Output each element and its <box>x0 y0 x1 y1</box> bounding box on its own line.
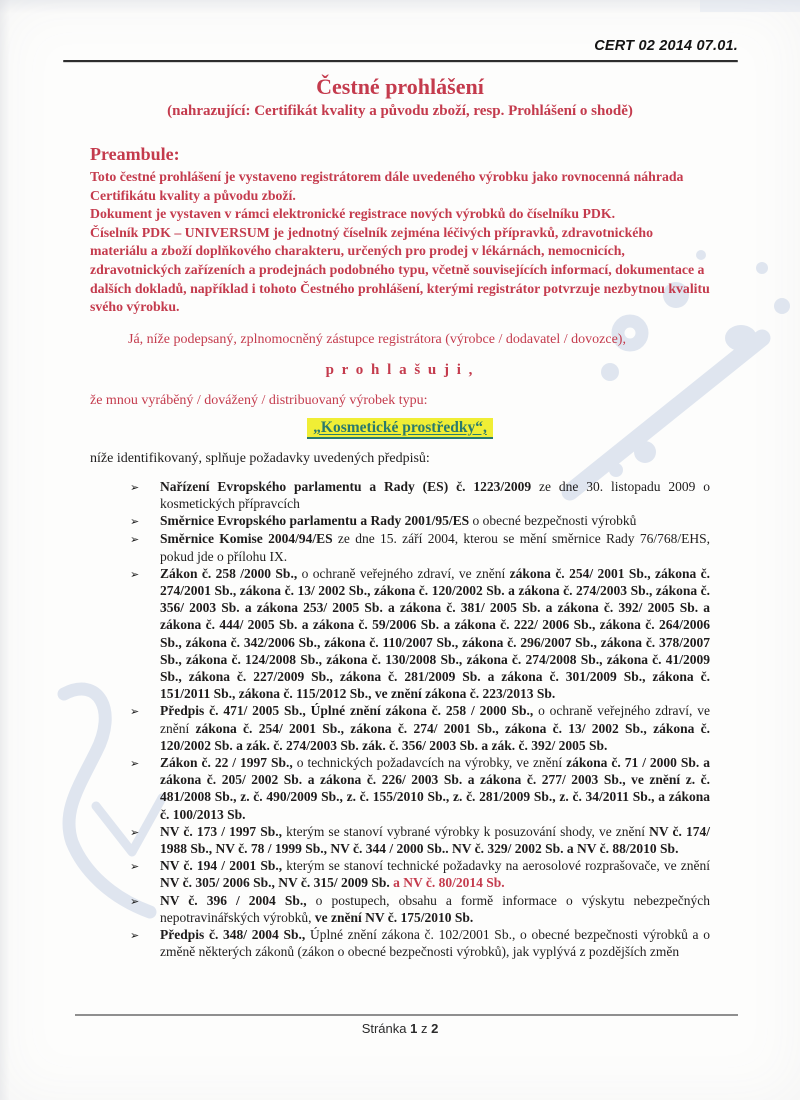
arrow-bullet-icon: ➢ <box>130 480 140 494</box>
arrow-bullet-icon: ➢ <box>130 929 140 943</box>
document-code: CERT 02 2014 07.01. <box>594 38 738 54</box>
footer-page-number: 1 <box>410 1021 418 1036</box>
regulation-item <box>130 530 710 564</box>
preambule-heading: Preambule: <box>90 144 180 164</box>
regulation-text: NV č. 194 / 2001 Sb., kterým se stanoví technické požadavky na aerosolové rozprašovače, ve znění NV č. 305/ 2006 Sb., NV č. 315/ 2009 Sb. a NV č. 80/2014 Sb. <box>160 858 710 891</box>
regulation-item <box>130 823 710 857</box>
regulation-text: Směrnice Evropského parlamentu a Rady 2001/95/ES o obecné bezpečnosti výrobků <box>160 513 637 529</box>
preambule-paragraph: Číselník PDK – UNIVERSUM je jednotný číselník zejména léčivých přípravků, zdravotnického materiálu a zboží doplňkového charakteru, určených pro prodej v lékárnách, nemocnicích, zdravotnických zařízeních a prodejnách podobného typu, včetně souvisejících informací, dokumentace a dalších dokladů, například i tohoto Čestného prohlášení, kterými registrátor potvrzuje nezbytnou kvalitu svého výrobku. <box>90 224 710 315</box>
preambule-paragraphs <box>90 168 710 317</box>
regulation-text: Zákon č. 22 / 1997 Sb., o technických požadavcích na výrobky, ve znění zákona č. 71 / 2000 Sb. a zákona č. 205/ 2002 Sb. a zákona č. 226/ 2003 Sb. a zákona č. 277/ 2003 Sb., ve znění z. č. 481/2008 Sb., z. č. 490/2009 Sb., z. č. 155/2010 Sb., z. č. 281/2009 Sb., z. č. 34/2011 Sb., a zákona č. 100/2013 Sb. <box>160 755 710 822</box>
product-type-highlight: „Kosmetické prostředky“, <box>307 418 493 439</box>
regulation-list <box>90 478 710 961</box>
declaration-intro: Já, níže podepsaný, zplnomocněný zástupce registrátora (výrobce / dodavatel / dovozce), <box>128 331 626 347</box>
arrow-bullet-icon: ➢ <box>130 533 140 547</box>
regulation-text: Směrnice Komise 2004/94/ES ze dne 15. září 2004, kterou se mění směrnice Rady 76/768/EHS, pokud jde o přílohu IX. <box>160 531 710 564</box>
page-subtitle: (nahrazující: Certifikát kvality a původu zboží, resp. Prohlášení o shodě) <box>167 103 633 119</box>
arrow-bullet-icon: ➢ <box>130 894 140 908</box>
arrow-bullet-icon: ➢ <box>130 567 140 581</box>
footer-total-pages: 2 <box>431 1021 439 1036</box>
regulation-item <box>130 857 710 891</box>
product-type-intro: že mnou vyráběný / dovážený / distribuovaný výrobek typu: <box>90 392 428 408</box>
arrow-bullet-icon: ➢ <box>130 515 140 529</box>
page-footer <box>0 1021 800 1036</box>
regulation-item <box>130 926 710 960</box>
preambule-paragraph: Toto čestné prohlášení je vystaveno registrátorem dále uvedeného výrobku jako rovnocenná náhrada Certifikátu kvality a původu zboží. <box>90 169 684 203</box>
regulation-text: Zákon č. 258 /2000 Sb., o ochraně veřejného zdraví, ve znění zákona č. 254/ 2001 Sb., zákona č. 274/2001 Sb., zákona č. 13/ 2002 Sb., zákona č. 120/2002 Sb. a zákona č. 274/2003 Sb., zákona č. 356/ 2003 Sb. a zákona 253/ 2005 Sb. a zákona č. 381/ 2005 Sb. a zákona č. 392/ 2005 Sb. a zákona č. 444/ 2005 Sb. a zákona č. 59/2006 Sb. a zákona č. 222/ 2006 Sb., zákona č. 264/2006 Sb., zákona č. 342/2006 Sb., zákona č. 110/2007 Sb., zákona č. 296/2007 Sb., zákona č. 378/2007 Sb., zákona č. 124/2008 Sb., zákona č. 130/2008 Sb., zákona č. 274/2008 Sb., zákona č. 41/2009 Sb., zákona č. 227/2009 Sb., zákona č. 281/2009 Sb. a zákona č. 301/2009 Sb., zákona č. 151/2011 Sb., zákona č. 115/2012 Sb., ve znění zákona č. 223/2013 Sb. <box>160 565 710 702</box>
arrow-bullet-icon: ➢ <box>130 705 140 719</box>
footer-of-label: z <box>417 1021 432 1036</box>
preambule-paragraph: Dokument je vystaven v rámci elektronické registrace nových výrobků do číselníku PDK. <box>90 206 616 222</box>
compliance-statement: níže identifikovaný, splňuje požadavky uvedených předpisů: <box>90 450 430 466</box>
regulation-text: Nařízení Evropského parlamentu a Rady (ES) č. 1223/2009 ze dne 30. listopadu 2009 o kosmetických přípravcích <box>160 478 710 511</box>
regulation-text: NV č. 173 / 1997 Sb., kterým se stanoví vybrané výrobky k posuzování shody, ve znění NV č. 174/ 1988 Sb., NV č. 78 / 1999 Sb., NV č. 344 / 2000 Sb.. NV č. 329/ 2002 Sb. a NV č. 88/2010 Sb. <box>160 823 711 857</box>
regulation-item <box>130 892 710 926</box>
arrow-bullet-icon: ➢ <box>130 757 140 770</box>
header-divider <box>63 60 738 62</box>
document-header <box>0 0 800 62</box>
page-title: Čestné prohlášení <box>316 74 484 99</box>
regulation-item <box>130 565 710 703</box>
regulation-text: Předpis č. 348/ 2004 Sb., Úplné znění zákona č. 102/2001 Sb., o obecné bezpečnosti výrobků a o změně některých zákonů (zákon o obecné bezpečnosti výrobků), jak vyplývá z pozdějších změn <box>160 927 711 960</box>
footer-page-label: Stránka <box>361 1021 411 1036</box>
arrow-bullet-icon: ➢ <box>130 860 140 874</box>
regulation-item <box>130 754 710 823</box>
regulation-text: NV č. 396 / 2004 Sb., o postupech, obsahu a formě informace o výskytu nebezpečných nepotravinářských výrobků, ve znění NV č. 175/2010 Sb. <box>160 892 711 925</box>
declaration-verb: p r o h l a š u j i , <box>325 361 475 378</box>
arrow-bullet-icon: ➢ <box>130 825 140 839</box>
regulation-text: Předpis č. 471/ 2005 Sb., Úplné znění zákona č. 258 / 2000 Sb., o ochraně veřejného zdraví, ve znění zákona č. 254/ 2001 Sb., zákona č. 274/ 2001 Sb., zákona č. 13/ 2002 Sb., zákona č. 120/2002 Sb. a zák. č. 274/2003 Sb. zák. č. 356/ 2003 Sb. a zák. č. 392/ 2005 Sb. <box>160 703 710 753</box>
product-type-line <box>90 418 710 439</box>
regulation-item <box>130 512 710 530</box>
regulation-item <box>130 478 710 512</box>
regulation-item <box>130 702 710 754</box>
document-body <box>0 74 800 960</box>
footer-divider <box>75 1014 738 1016</box>
